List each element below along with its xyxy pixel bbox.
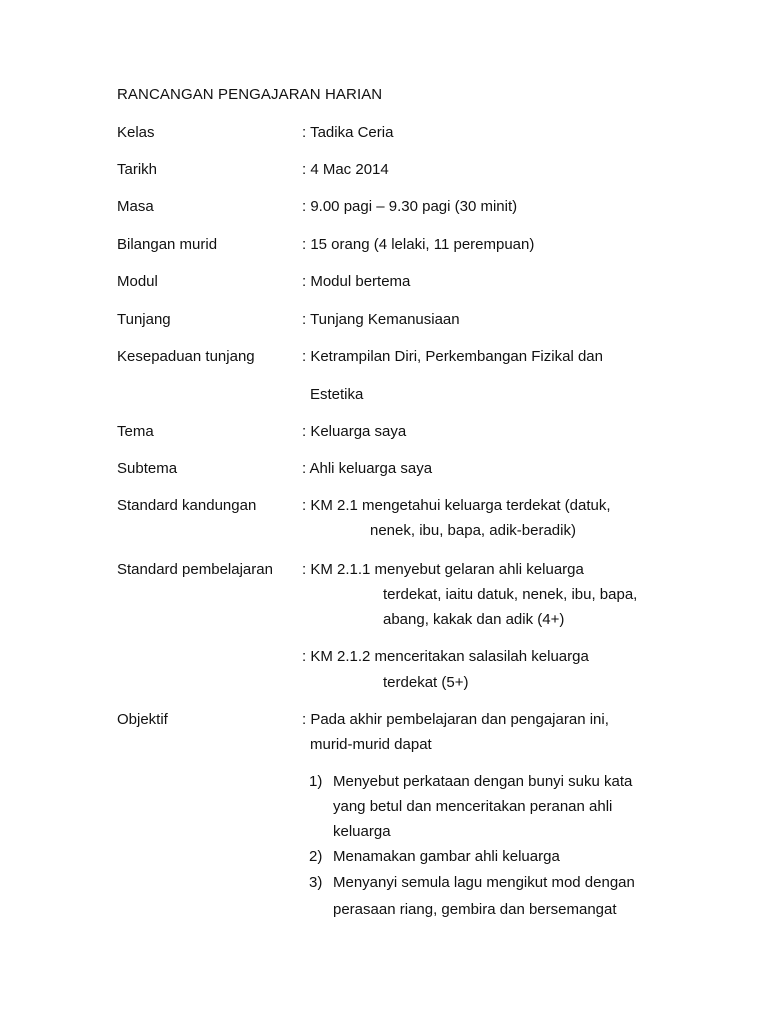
- standard-pembelajaran-item1-line-1: : KM 2.1.1 menyebut gelaran ahli keluarga: [302, 561, 584, 578]
- tunjang-value: : Tunjang Kemanusiaan: [302, 311, 460, 328]
- masa-label: Masa: [117, 198, 154, 215]
- kesepaduan-label: Kesepaduan tunjang: [117, 348, 255, 365]
- standard-kandungan-line-2: nenek, ibu, bapa, adik-beradik): [370, 522, 576, 539]
- standard-pembelajaran-item2-line-2: terdekat (5+): [383, 674, 469, 691]
- subtema-label: Subtema: [117, 460, 178, 477]
- standard-pembelajaran-item1-line-3: abang, kakak dan adik (4+): [383, 611, 565, 628]
- tarikh-label: Tarikh: [117, 161, 158, 178]
- kelas-value: : Tadika Ceria: [302, 124, 394, 141]
- subtema-value: : Ahli keluarga saya: [302, 460, 433, 477]
- tunjang-label: Tunjang: [117, 311, 171, 328]
- bilangan-value: : 15 orang (4 lelaki, 11 perempuan): [302, 236, 535, 253]
- tema-label: Tema: [117, 423, 154, 440]
- bilangan-label: Bilangan murid: [117, 236, 218, 253]
- kesepaduan-value-line-1: : Ketrampilan Diri, Perkembangan Fizikal dan: [302, 348, 603, 365]
- objektif-item-2-line-1: Menamakan gambar ahli keluarga: [333, 848, 560, 865]
- objektif-intro-line-2: murid-murid dapat: [310, 736, 432, 753]
- kelas-label: Kelas: [117, 124, 155, 141]
- objektif-item-1-line-2: yang betul dan menceritakan peranan ahli: [333, 798, 613, 815]
- objektif-item-3-line-1: Menyanyi semula lagu mengikut mod dengan: [333, 874, 635, 891]
- kesepaduan-value-line-2: Estetika: [310, 386, 364, 403]
- objektif-item-number: 3): [309, 874, 323, 891]
- modul-value: : Modul bertema: [302, 273, 411, 290]
- objektif-intro-line-1: : Pada akhir pembelajaran dan pengajaran ini,: [302, 711, 609, 728]
- tarikh-value: : 4 Mac 2014: [302, 161, 389, 178]
- modul-label: Modul: [117, 273, 158, 290]
- tema-value: : Keluarga saya: [302, 423, 407, 440]
- standard-pembelajaran-label: Standard pembelajaran: [117, 561, 273, 578]
- standard-pembelajaran-item2-line-1: : KM 2.1.2 menceritakan salasilah keluarga: [302, 648, 589, 665]
- standard-kandungan-label: Standard kandungan: [117, 497, 257, 514]
- objektif-item-1-line-3: keluarga: [333, 823, 391, 840]
- standard-pembelajaran-item1-line-2: terdekat, iaitu datuk, nenek, ibu, bapa,: [383, 586, 638, 603]
- standard-kandungan-line-1: : KM 2.1 mengetahui keluarga terdekat (datuk,: [302, 497, 611, 514]
- objektif-item-number: 2): [309, 848, 323, 865]
- objektif-label: Objektif: [117, 711, 168, 728]
- objektif-item-3-line-2: perasaan riang, gembira dan bersemangat: [333, 901, 617, 918]
- objektif-item-number: 1): [309, 773, 323, 790]
- document-title: RANCANGAN PENGAJARAN HARIAN: [117, 86, 383, 103]
- masa-value: : 9.00 pagi – 9.30 pagi (30 minit): [302, 198, 518, 215]
- objektif-item-1-line-1: Menyebut perkataan dengan bunyi suku kata: [333, 773, 633, 790]
